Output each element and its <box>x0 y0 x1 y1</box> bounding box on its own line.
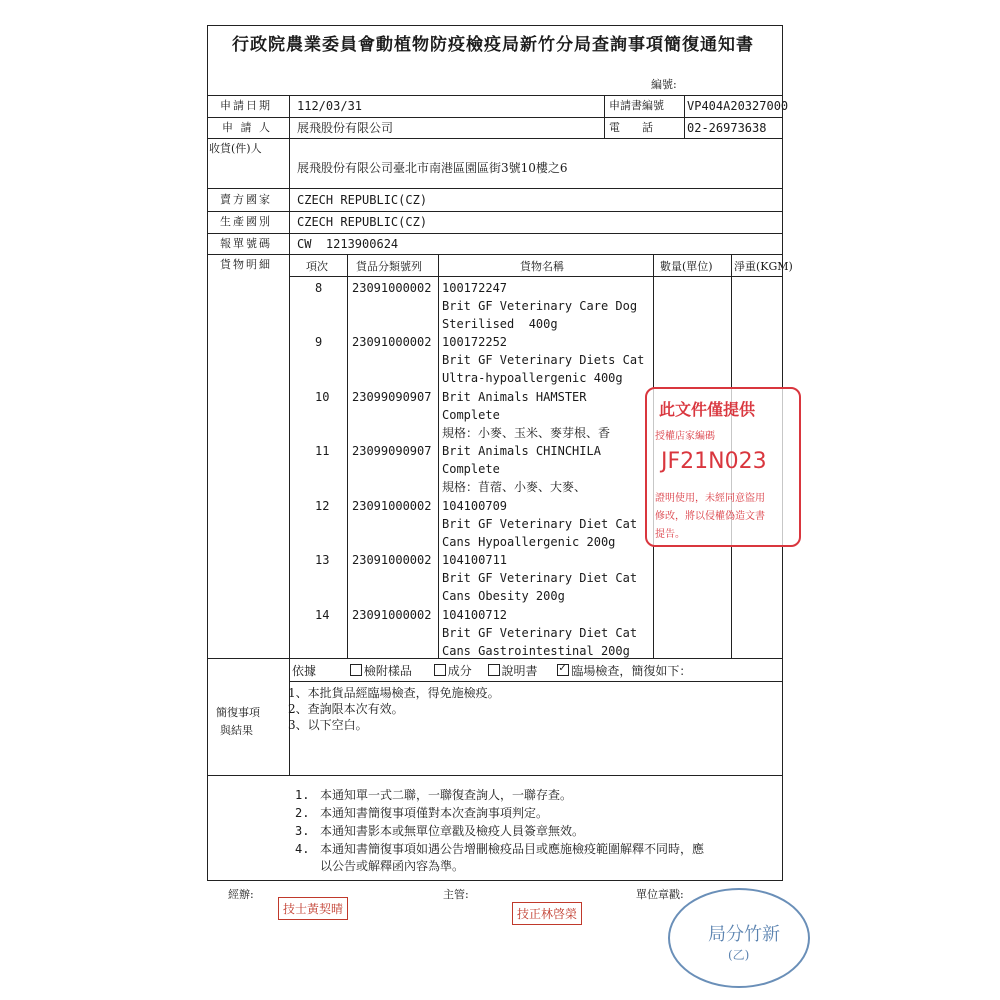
goods-row-name-line: Complete <box>442 408 500 422</box>
handler-stamp: 技士黃契晴 <box>278 897 348 920</box>
reply-label-2: 與結果 <box>220 724 253 737</box>
note-3-text: 本通知書影本或無單位章戳及檢疫人員簽章無效。 <box>320 824 585 838</box>
goods-row-name-line: Cans Gastrointestinal 200g <box>442 644 630 658</box>
goods-header-code: 貨品分類號列 <box>356 260 422 273</box>
goods-row-name-line: Cans Obesity 200g <box>442 589 565 603</box>
note-2-text: 本通知書簡復事項僅對本次查詢事項判定。 <box>320 806 549 820</box>
unit-seal <box>668 888 810 988</box>
goods-row-code: 23099090907 <box>352 444 432 458</box>
declaration-no-value: CW 1213900624 <box>297 237 399 251</box>
phone-value: 02-26973638 <box>687 121 767 135</box>
goods-row-name-line: 100172252 <box>442 335 508 349</box>
goods-row-code: 23099090907 <box>352 390 432 404</box>
supervisor-label: 主管: <box>443 888 469 901</box>
unit-seal-label: 單位章戳: <box>636 888 684 901</box>
goods-row-name-line: Ultra-hypoallergenic 400g <box>442 371 623 385</box>
option-onsite[interactable]: ✓ 臨場檢查，簡復如下： <box>557 664 691 678</box>
watermark-notice-3: 提告。 <box>655 529 685 540</box>
goods-row-item: 12 <box>315 499 330 513</box>
goods-row-name-line: Cans Hypoallergenic 200g <box>442 535 616 549</box>
goods-row-code: 23091000002 <box>352 499 432 513</box>
application-no-value: VP404A20327000 <box>687 99 789 113</box>
note-3-num: 3. <box>295 824 310 838</box>
goods-row-item: 11 <box>315 444 330 458</box>
goods-row-code: 23091000002 <box>352 335 432 349</box>
applicant-label: 申 請 人 <box>222 121 272 134</box>
goods-row-name-line: 104100711 <box>442 553 508 567</box>
consignee-label: 收貨(件)人 <box>209 142 262 155</box>
goods-row-name-line: 100172247 <box>442 281 508 295</box>
watermark-notice-1: 證明使用，未經同意盜用 <box>655 493 765 504</box>
phone-label: 電 話 <box>609 121 653 134</box>
checkbox-icon[interactable] <box>488 664 500 676</box>
applicant-value: 展飛股份有限公司 <box>297 121 394 135</box>
supervisor-stamp: 技正林啓榮 <box>512 902 582 925</box>
checkbox-checked-icon[interactable] <box>557 664 569 676</box>
note-4-cont: 以公告或解釋函內容為準。 <box>320 859 465 873</box>
goods-header-weight: 淨重(KGM) <box>734 260 793 273</box>
watermark-subtitle: 授權店家編碼 <box>655 431 715 442</box>
goods-row-name-line: Brit GF Veterinary Care Dog <box>442 299 638 313</box>
goods-header-qty: 數量(單位) <box>660 260 713 273</box>
goods-header-item: 項次 <box>306 260 328 273</box>
basis-label: 依據 <box>292 664 317 678</box>
seal-text: 局分竹新 <box>708 924 780 945</box>
handler-label: 經辦: <box>228 888 254 901</box>
note-1-text: 本通知單一式二聯，一聯復查詢人，一聯存查。 <box>320 788 573 802</box>
goods-row-item: 13 <box>315 553 330 567</box>
application-date-label: 申請日期 <box>220 99 272 112</box>
seller-country-label: 賣方國家 <box>220 193 272 206</box>
goods-row-name-line: 規格：苜蓿、小麥、大麥、 <box>442 480 587 494</box>
note-4-text: 本通知書簡復事項如遇公告增刪檢疫品目或應施檢疫範圍解釋不同時，應 <box>320 842 705 856</box>
seller-country-value: CZECH REPUBLIC(CZ) <box>297 193 428 207</box>
seal-sub: (乙) <box>728 948 750 962</box>
application-date-value: 112/03/31 <box>297 99 363 113</box>
goods-header-name: 貨物名稱 <box>520 260 564 273</box>
checkbox-icon[interactable] <box>350 664 362 676</box>
goods-row-name-line: Brit GF Veterinary Diet Cat <box>442 571 638 585</box>
note-4-num: 4. <box>295 842 310 856</box>
goods-row-item: 8 <box>315 281 323 295</box>
goods-row-item: 10 <box>315 390 330 404</box>
goods-row-name-line: Sterilised 400g <box>442 317 558 331</box>
watermark-box <box>645 387 801 547</box>
declaration-no-label: 報單號碼 <box>220 237 272 250</box>
serial-label: 編號: <box>651 78 677 91</box>
goods-row-code: 23091000002 <box>352 608 432 622</box>
origin-country-label: 生產國別 <box>220 215 272 228</box>
note-1-num: 1. <box>295 788 310 802</box>
origin-country-value: CZECH REPUBLIC(CZ) <box>297 215 428 229</box>
goods-row-code: 23091000002 <box>352 281 432 295</box>
application-no-label: 申請書編號 <box>609 99 664 112</box>
goods-row-name-line: 104100712 <box>442 608 508 622</box>
goods-row-name-line: Brit GF Veterinary Diet Cat <box>442 626 638 640</box>
reply-label-1: 簡復事項 <box>216 706 260 719</box>
goods-row-name-line: Complete <box>442 462 500 476</box>
consignee-value: 展飛股份有限公司臺北市南港區園區街3號10樓之6 <box>297 161 568 175</box>
option-sample[interactable]: 檢附樣品 <box>350 664 412 678</box>
watermark-code: JF21N023 <box>661 449 767 474</box>
goods-row-item: 14 <box>315 608 330 622</box>
goods-label: 貨物明細 <box>220 258 272 271</box>
reply-item-1: 1、本批貨品經臨場檢查，得免施檢疫。 <box>288 686 500 700</box>
note-2-num: 2. <box>295 806 310 820</box>
watermark-title: 此文件僅提供 <box>659 400 756 419</box>
goods-row-item: 9 <box>315 335 323 349</box>
goods-row-name-line: Brit GF Veterinary Diet Cat <box>442 517 638 531</box>
goods-row-code: 23091000002 <box>352 553 432 567</box>
goods-row-name-line: Brit GF Veterinary Diets Cat <box>442 353 645 367</box>
goods-row-name-line: Brit Animals HAMSTER <box>442 390 587 404</box>
checkbox-icon[interactable] <box>434 664 446 676</box>
goods-row-name-line: 規格：小麥、玉米、麥芽根、香 <box>442 426 611 440</box>
goods-row-name-line: Brit Animals CHINCHILA <box>442 444 601 458</box>
form-title: 行政院農業委員會動植物防疫檢疫局新竹分局查詢事項簡復通知書 <box>232 35 754 55</box>
watermark-notice-2: 修改，將以侵權偽造文書 <box>655 511 765 522</box>
reply-basis-row <box>292 664 691 678</box>
reply-item-2: 2、查詢限本次有效。 <box>288 702 404 716</box>
option-ingredients[interactable]: 成分 <box>434 664 472 678</box>
option-manual[interactable]: 說明書 <box>488 664 538 678</box>
goods-row-name-line: 104100709 <box>442 499 508 513</box>
reply-item-3: 3、以下空白。 <box>288 718 368 732</box>
